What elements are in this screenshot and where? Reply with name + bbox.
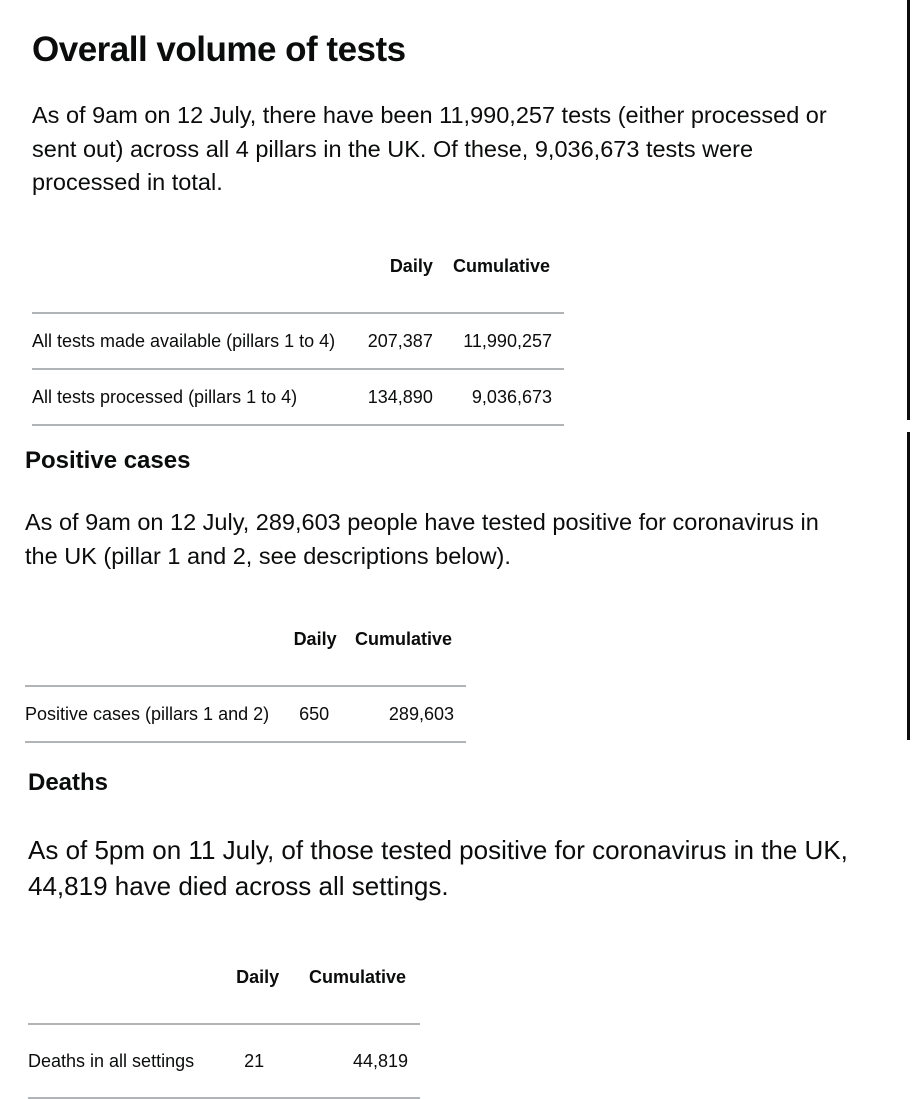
table-header-cumulative: Cumulative [337, 629, 466, 686]
daily-value: 650 [278, 686, 337, 742]
table-row [28, 1024, 420, 1098]
positive-cases-heading: Positive cases [25, 447, 191, 474]
deaths-paragraph-line: As of 5pm on 11 July, of those tested positive for coronavirus in the UK, [28, 835, 848, 865]
daily-value: 21 [215, 1024, 279, 1098]
table-header-daily: Daily [350, 256, 433, 313]
crop-edge-rule [907, 432, 910, 740]
table-row [32, 313, 564, 369]
table-row [32, 369, 564, 425]
overall-paragraph-line: processed in total. [32, 169, 223, 195]
cumulative-value: 9,036,673 [433, 369, 564, 425]
table-header-row [25, 629, 466, 686]
table-header-daily: Daily [278, 629, 337, 686]
overall-paragraph [32, 99, 902, 200]
crop-edge-rule [907, 0, 910, 420]
row-label: All tests made available (pillars 1 to 4) [32, 313, 350, 369]
table-header-daily: Daily [215, 967, 279, 1024]
row-label: Positive cases (pillars 1 and 2) [25, 686, 278, 742]
positive-paragraph-line: As of 9am on 12 July, 289,603 people have tested positive for coronavirus in [25, 509, 819, 535]
positive-cases-table [25, 629, 466, 743]
deaths-heading: Deaths [28, 769, 109, 796]
deaths-table [28, 967, 420, 1099]
positive-paragraph [25, 506, 905, 573]
positive-paragraph-line: the UK (pillar 1 and 2, see descriptions below). [25, 542, 511, 569]
overall-paragraph-line: As of 9am on 12 July, there have been 11,990,257 tests (either processed or [32, 102, 827, 128]
table-header-blank [32, 256, 350, 313]
overall-tests-table [32, 256, 564, 426]
table-header-blank [25, 629, 278, 686]
cumulative-value: 11,990,257 [433, 313, 564, 369]
deaths-paragraph-line: 44,819 have died across all settings. [28, 871, 449, 901]
daily-value: 207,387 [350, 313, 433, 369]
table-header-cumulative: Cumulative [433, 256, 564, 313]
daily-value: 134,890 [350, 369, 433, 425]
table-header-cumulative: Cumulative [279, 967, 420, 1024]
table-header-row [32, 256, 564, 313]
row-label: All tests processed (pillars 1 to 4) [32, 369, 350, 425]
row-label: Deaths in all settings [28, 1024, 215, 1098]
page-title: Overall volume of tests [32, 30, 406, 69]
overall-paragraph-line: sent out) across all 4 pillars in the UK. Of these, 9,036,673 tests were [32, 135, 754, 162]
cumulative-value: 44,819 [279, 1024, 420, 1098]
table-row [25, 686, 466, 742]
deaths-paragraph [28, 832, 908, 904]
cumulative-value: 289,603 [337, 686, 466, 742]
table-header-blank [28, 967, 215, 1024]
table-header-row [28, 967, 420, 1024]
